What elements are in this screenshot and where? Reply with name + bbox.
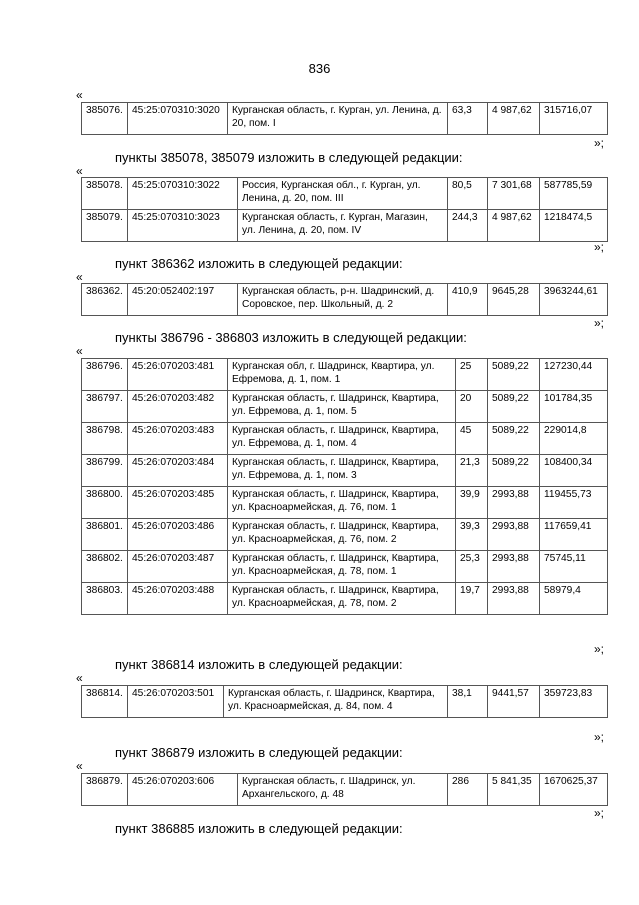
cadastral-number: 45:26:070203:485 [128, 487, 228, 519]
cadastral-value: 1218474,5 [540, 210, 608, 242]
quote-open: « [76, 88, 83, 102]
area: 286 [448, 774, 488, 806]
address: Курганская область, г. Шадринск, Квартира, ул. Ефремова, д. 1, пом. 4 [228, 423, 456, 455]
rate: 5089,22 [488, 455, 540, 487]
item-number: 385079. [82, 210, 128, 242]
area: 19,7 [456, 583, 488, 615]
table-row [82, 284, 608, 316]
table-row [82, 487, 608, 519]
item-number: 386801. [82, 519, 128, 551]
quote-open: « [76, 270, 83, 284]
cadastral-number: 45:26:070203:484 [128, 455, 228, 487]
instruction-text: пункт 386885 изложить в следующей редакции: [115, 821, 403, 836]
item-number: 386799. [82, 455, 128, 487]
area: 21,3 [456, 455, 488, 487]
table-row [82, 359, 608, 391]
property-table [81, 177, 608, 242]
table-row [82, 178, 608, 210]
instruction-text: пункты 385078, 385079 изложить в следующей редакции: [115, 150, 463, 165]
quote-close: »; [594, 136, 605, 150]
quote-close: »; [594, 240, 605, 254]
area: 410,9 [448, 284, 488, 316]
quote-close: »; [594, 806, 605, 820]
quote-open: « [76, 671, 83, 685]
instruction-text: пункт 386814 изложить в следующей редакции: [115, 657, 403, 672]
address: Курганская область, г. Шадринск, Квартира, ул. Ефремова, д. 1, пом. 3 [228, 455, 456, 487]
cadastral-number: 45:26:070203:487 [128, 551, 228, 583]
property-table [81, 685, 608, 718]
item-number: 386814. [82, 686, 128, 718]
cadastral-number: 45:26:070203:488 [128, 583, 228, 615]
table-row [82, 455, 608, 487]
address: Курганская область, г. Шадринск, Квартира, ул. Красноармейская, д. 76, пом. 1 [228, 487, 456, 519]
cadastral-number: 45:25:070310:3022 [128, 178, 238, 210]
rate: 2993,88 [488, 487, 540, 519]
rate: 4 987,62 [488, 210, 540, 242]
table-row [82, 103, 608, 135]
address: Курганская область, г. Шадринск, Квартира, ул. Красноармейская, д. 78, пом. 2 [228, 583, 456, 615]
area: 38,1 [448, 686, 488, 718]
area: 39,3 [456, 519, 488, 551]
quote-open: « [76, 164, 83, 178]
rate: 2993,88 [488, 551, 540, 583]
item-number: 385078. [82, 178, 128, 210]
item-number: 386800. [82, 487, 128, 519]
property-table [81, 773, 608, 806]
table-row [82, 551, 608, 583]
table-row [82, 519, 608, 551]
item-number: 386796. [82, 359, 128, 391]
item-number: 386797. [82, 391, 128, 423]
address: Курганская область, р-н. Шадринский, д. Соровское, пер. Школьный, д. 2 [238, 284, 448, 316]
item-number: 386803. [82, 583, 128, 615]
rate: 9645,28 [488, 284, 540, 316]
table-row [82, 423, 608, 455]
area: 63,3 [448, 103, 488, 135]
area: 39,9 [456, 487, 488, 519]
cadastral-value: 1670625,37 [540, 774, 608, 806]
rate: 2993,88 [488, 519, 540, 551]
address: Курганская область, г. Шадринск, Квартира, ул. Ефремова, д. 1, пом. 5 [228, 391, 456, 423]
cadastral-number: 45:26:070203:501 [128, 686, 224, 718]
cadastral-number: 45:20:052402:197 [128, 284, 238, 316]
rate: 2993,88 [488, 583, 540, 615]
cadastral-value: 127230,44 [540, 359, 608, 391]
table-row [82, 686, 608, 718]
quote-close: »; [594, 642, 605, 656]
rate: 7 301,68 [488, 178, 540, 210]
item-number: 386798. [82, 423, 128, 455]
cadastral-value: 119455,73 [540, 487, 608, 519]
cadastral-value: 75745,11 [540, 551, 608, 583]
quote-close: »; [594, 316, 605, 330]
area: 45 [456, 423, 488, 455]
property-table [81, 283, 608, 316]
item-number: 385076. [82, 103, 128, 135]
area: 25 [456, 359, 488, 391]
instruction-text: пункт 386879 изложить в следующей редакции: [115, 745, 403, 760]
cadastral-number: 45:26:070203:481 [128, 359, 228, 391]
rate: 5089,22 [488, 423, 540, 455]
cadastral-value: 101784,35 [540, 391, 608, 423]
property-table [81, 102, 608, 135]
table-row [82, 774, 608, 806]
item-number: 386362. [82, 284, 128, 316]
cadastral-number: 45:25:070310:3020 [128, 103, 228, 135]
address: Курганская область, г. Шадринск, Квартира, ул. Красноармейская, д. 78, пом. 1 [228, 551, 456, 583]
cadastral-value: 117659,41 [540, 519, 608, 551]
address: Курганская область, г. Курган, Магазин, ул. Ленина, д. 20, пом. IV [238, 210, 448, 242]
rate: 4 987,62 [488, 103, 540, 135]
address: Курганская обл, г. Шадринск, Квартира, ул. Ефремова, д. 1, пом. 1 [228, 359, 456, 391]
table-row [82, 210, 608, 242]
item-number: 386802. [82, 551, 128, 583]
instruction-text: пункты 386796 - 386803 изложить в следующей редакции: [115, 330, 467, 345]
quote-open: « [76, 759, 83, 773]
cadastral-number: 45:26:070203:483 [128, 423, 228, 455]
cadastral-value: 359723,83 [540, 686, 608, 718]
rate: 5089,22 [488, 359, 540, 391]
area: 244,3 [448, 210, 488, 242]
quote-open: « [76, 344, 83, 358]
area: 20 [456, 391, 488, 423]
cadastral-value: 229014,8 [540, 423, 608, 455]
area: 25,3 [456, 551, 488, 583]
cadastral-number: 45:26:070203:486 [128, 519, 228, 551]
quote-close: »; [594, 730, 605, 744]
cadastral-number: 45:26:070203:606 [128, 774, 238, 806]
table-row [82, 391, 608, 423]
rate: 5089,22 [488, 391, 540, 423]
item-number: 386879. [82, 774, 128, 806]
cadastral-number: 45:25:070310:3023 [128, 210, 238, 242]
cadastral-value: 108400,34 [540, 455, 608, 487]
instruction-text: пункт 386362 изложить в следующей редакции: [115, 256, 403, 271]
rate: 9441,57 [488, 686, 540, 718]
cadastral-value: 3963244,61 [540, 284, 608, 316]
cadastral-value: 58979,4 [540, 583, 608, 615]
page-number: 836 [308, 61, 331, 76]
address: Курганская область, г. Курган, ул. Ленина, д. 20, пом. I [228, 103, 448, 135]
cadastral-value: 587785,59 [540, 178, 608, 210]
address: Курганская область, г. Шадринск, ул. Архангельского, д. 48 [238, 774, 448, 806]
property-table [81, 358, 608, 615]
rate: 5 841,35 [488, 774, 540, 806]
address: Курганская область, г. Шадринск, Квартира, ул. Красноармейская, д. 84, пом. 4 [224, 686, 448, 718]
area: 80,5 [448, 178, 488, 210]
address: Россия, Курганская обл., г. Курган, ул. Ленина, д. 20, пом. III [238, 178, 448, 210]
table-row [82, 583, 608, 615]
cadastral-value: 315716,07 [540, 103, 608, 135]
cadastral-number: 45:26:070203:482 [128, 391, 228, 423]
address: Курганская область, г. Шадринск, Квартира, ул. Красноармейская, д. 76, пом. 2 [228, 519, 456, 551]
